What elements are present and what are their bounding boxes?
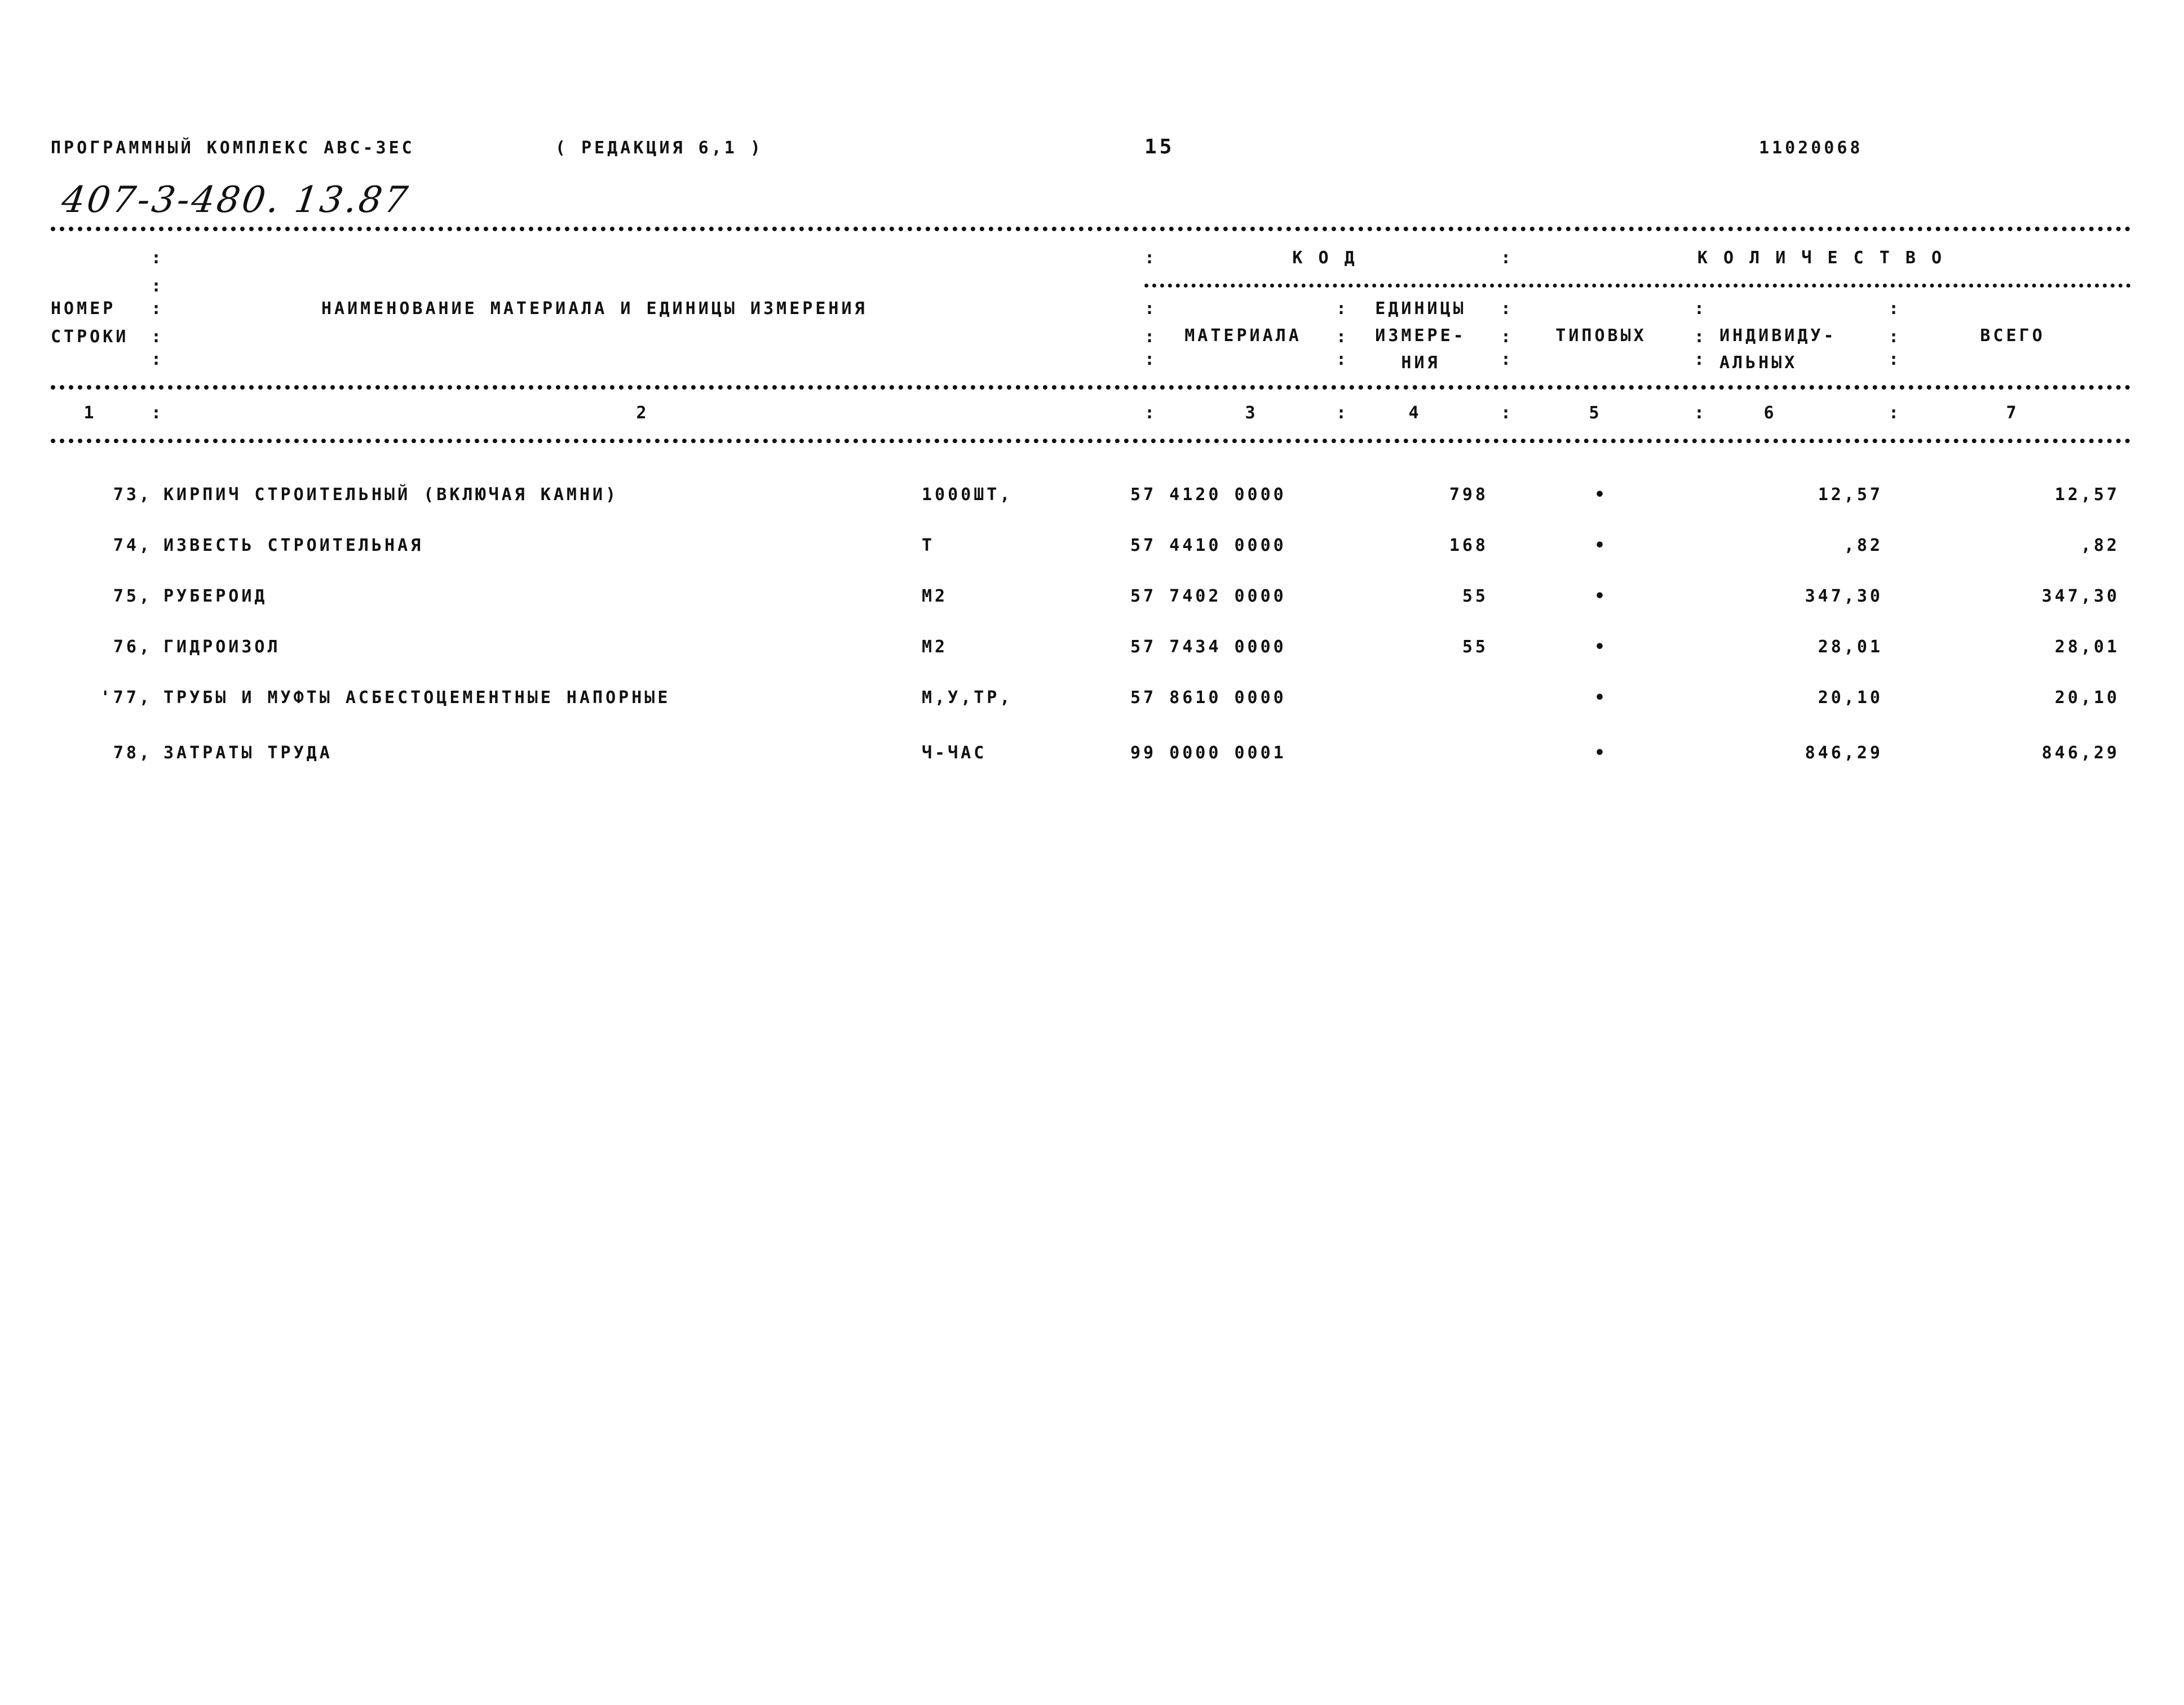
material-name: ЗАТРАТЫ ТРУДА xyxy=(163,743,333,763)
row-number: '77, xyxy=(100,688,152,708)
header-code-unit-line3: НИЯ xyxy=(1401,353,1440,373)
individual-quantity: 28,01 xyxy=(1818,637,1883,657)
row-number: 75, xyxy=(113,586,152,606)
material-code: 99 0000 0001 xyxy=(1130,743,1286,763)
measurement-unit: Т xyxy=(922,536,935,555)
header-code-material: МАТЕРИАЛА xyxy=(1184,326,1302,346)
handwritten-document-id: 407-3-480. 13.87 xyxy=(59,179,413,221)
material-code: 57 7434 0000 xyxy=(1130,637,1286,657)
header-bottom-rule xyxy=(51,385,2131,390)
material-code: 57 4120 0000 xyxy=(1130,485,1286,505)
measurement-unit: М2 xyxy=(922,586,948,606)
header-quantity-total: ВСЕГО xyxy=(1980,326,2045,346)
table-top-rule xyxy=(51,227,2131,231)
typical-quantity: • xyxy=(1594,586,1608,606)
row-number: 78, xyxy=(113,743,152,763)
total-quantity: 846,29 xyxy=(2041,743,2120,763)
typical-quantity: • xyxy=(1594,536,1608,555)
column-number-1: 1 xyxy=(83,403,97,423)
edition-label: ( РЕДАКЦИЯ 6,1 ) xyxy=(555,138,763,158)
page-number: 15 xyxy=(1144,135,1175,158)
total-quantity: 28,01 xyxy=(2054,637,2120,657)
measurement-unit: М,У,ТР, xyxy=(922,688,1013,708)
total-quantity: 347,30 xyxy=(2041,586,2120,606)
individual-quantity: ,82 xyxy=(1843,536,1883,555)
individual-quantity: 347,30 xyxy=(1805,586,1883,606)
unit-code: 798 xyxy=(1449,485,1488,505)
material-code: 57 8610 0000 xyxy=(1130,688,1286,708)
header-material-name: НАИМЕНОВАНИЕ МАТЕРИАЛА И ЕДИНИЦЫ ИЗМЕРЕНИЯ xyxy=(321,299,868,319)
total-quantity: ,82 xyxy=(2080,536,2120,555)
material-name: ГИДРОИЗОЛ xyxy=(163,637,281,657)
column-numbers-rule xyxy=(51,439,2131,443)
column-number-4: 4 xyxy=(1408,403,1422,423)
header-row-number-line1: НОМЕР xyxy=(51,299,116,319)
column-number-7: 7 xyxy=(2006,403,2019,423)
unit-code: 55 xyxy=(1462,637,1488,657)
measurement-unit: М2 xyxy=(922,637,948,657)
row-number: 73, xyxy=(113,485,152,505)
header-code-unit-line2: ИЗМЕРЕ- xyxy=(1375,326,1466,346)
row-number: 76, xyxy=(113,637,152,657)
column-number-3: 3 xyxy=(1245,403,1258,423)
measurement-unit: 1000ШТ, xyxy=(922,485,1013,505)
material-name: КИРПИЧ СТРОИТЕЛЬНЫЙ (ВКЛЮЧАЯ КАМНИ) xyxy=(163,485,619,505)
typical-quantity: • xyxy=(1594,485,1608,505)
total-quantity: 12,57 xyxy=(2054,485,2120,505)
material-name: ТРУБЫ И МУФТЫ АСБЕСТОЦЕМЕНТНЫЕ НАПОРНЫЕ xyxy=(163,688,671,708)
document-code: 11020068 xyxy=(1759,138,1863,158)
unit-code: 168 xyxy=(1449,536,1488,555)
header-quantity-group: К О Л И Ч Е С Т В О xyxy=(1697,248,1945,268)
typical-quantity: • xyxy=(1594,688,1608,708)
individual-quantity: 846,29 xyxy=(1805,743,1883,763)
individual-quantity: 12,57 xyxy=(1818,485,1883,505)
material-code: 57 7402 0000 xyxy=(1130,586,1286,606)
individual-quantity: 20,10 xyxy=(1818,688,1883,708)
row-number: 74, xyxy=(113,536,152,555)
header-quantity-individual-line2: АЛЬНЫХ xyxy=(1719,353,1798,373)
column-number-5: 5 xyxy=(1589,403,1602,423)
material-code: 57 4410 0000 xyxy=(1130,536,1286,555)
header-quantity-typical: ТИПОВЫХ xyxy=(1555,326,1647,346)
total-quantity: 20,10 xyxy=(2054,688,2120,708)
column-number-2: 2 xyxy=(636,403,649,423)
program-title: ПРОГРАММНЫЙ КОМПЛЕКС АВС-3ЕС xyxy=(51,138,415,158)
header-row-number-line2: СТРОКИ xyxy=(51,327,129,347)
typical-quantity: • xyxy=(1594,743,1608,763)
material-name: РУБЕРОИД xyxy=(163,586,268,606)
measurement-unit: Ч-ЧАС xyxy=(922,743,987,763)
typical-quantity: • xyxy=(1594,637,1608,657)
material-name: ИЗВЕСТЬ СТРОИТЕЛЬНАЯ xyxy=(163,536,424,555)
column-number-6: 6 xyxy=(1763,403,1777,423)
header-quantity-individual-line1: ИНДИВИДУ- xyxy=(1719,326,1837,346)
unit-code: 55 xyxy=(1462,586,1488,606)
header-group-rule xyxy=(1144,284,2131,288)
header-code-unit-line1: ЕДИНИЦЫ xyxy=(1375,299,1466,319)
header-code-group: К О Д xyxy=(1292,248,1358,268)
